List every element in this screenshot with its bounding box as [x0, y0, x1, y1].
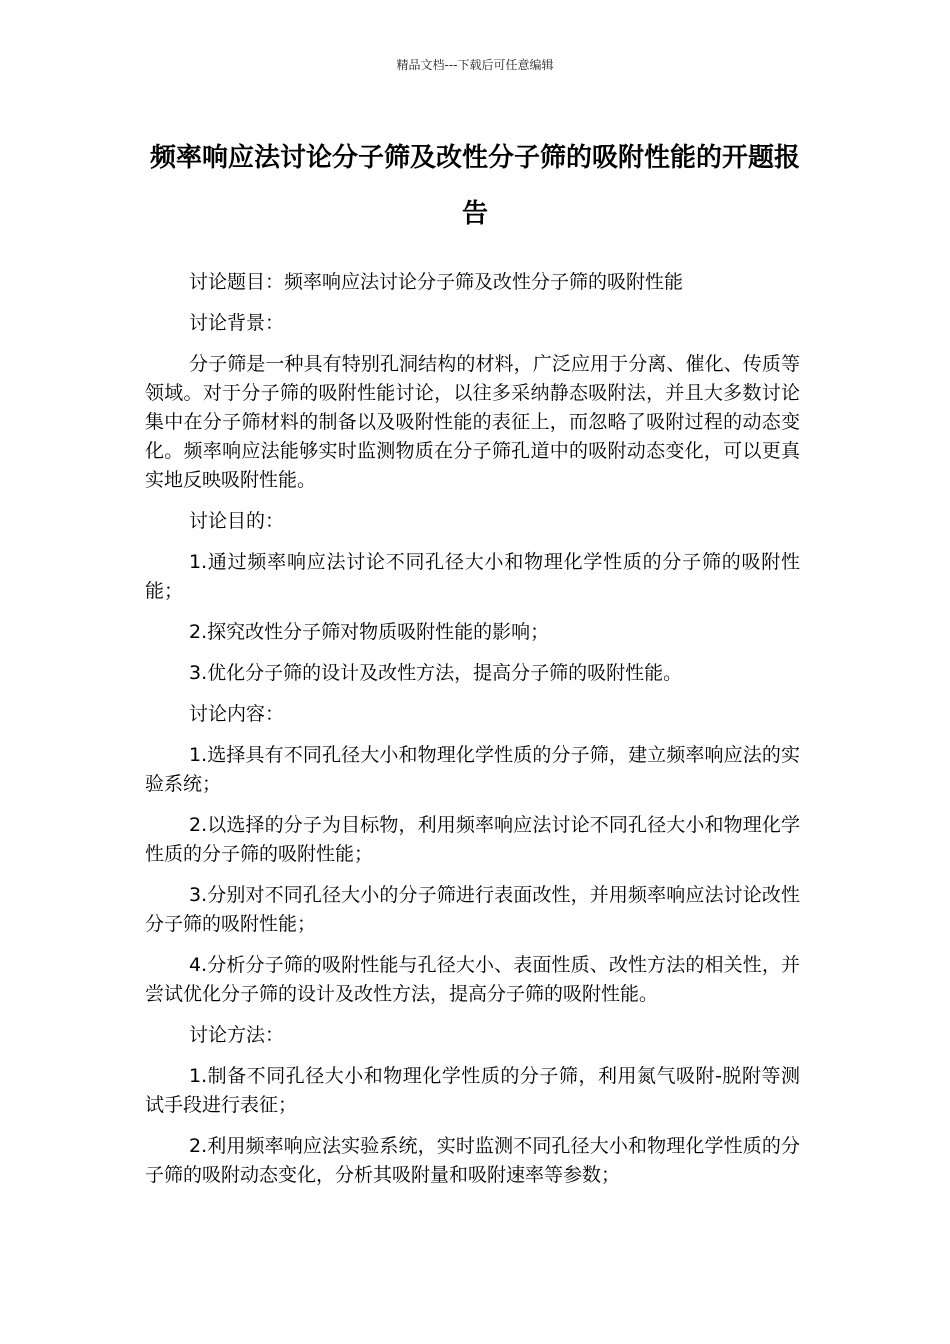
heading-background: 讨论背景：	[189, 312, 285, 334]
method-item-2: 2.利用频率响应法实验系统，实时监测不同孔径大小和物理化学性质的分子筛的吸附动态变化，分析其吸附量和吸附速率等参数；	[145, 1135, 800, 1186]
content-item-2: 2.以选择的分子为目标物，利用频率响应法讨论不同孔径大小和物理化学性质的分子筛的吸附性能；	[145, 814, 800, 865]
paragraph-background: 分子筛是一种具有特别孔洞结构的材料，广泛应用于分离、催化、传质等领域。对于分子筛的吸附性能讨论，以往多采纳静态吸附法，并且大多数讨论集中在分子筛材料的制备以及吸附性能的表征上，而忽略了吸附过程的动态变化。频率响应法能够实时监测物质在分子筛孔道中的吸附动态变化，可以更真实地反映吸附性能。	[145, 353, 800, 491]
content-item-4: 4.分析分子筛的吸附性能与孔径大小、表面性质、改性方法的相关性，并尝试优化分子筛的设计及改性方法，提高分子筛的吸附性能。	[145, 954, 800, 1005]
content-item-1: 1.选择具有不同孔径大小和物理化学性质的分子筛，建立频率响应法的实验系统；	[145, 744, 800, 795]
purpose-item-2: 2.探究改性分子筛对物质吸附性能的影响；	[189, 621, 550, 643]
content-item-3: 3.分别对不同孔径大小的分子筛进行表面改性，并用频率响应法讨论改性分子筛的吸附性能；	[145, 884, 800, 935]
paragraph-topic: 讨论题目：频率响应法讨论分子筛及改性分子筛的吸附性能	[189, 271, 684, 293]
purpose-item-3: 3.优化分子筛的设计及改性方法，提高分子筛的吸附性能。	[189, 662, 683, 684]
heading-purpose: 讨论目的：	[189, 510, 285, 532]
heading-content: 讨论内容：	[189, 703, 285, 725]
purpose-item-1: 1.通过频率响应法讨论不同孔径大小和物理化学性质的分子筛的吸附性能；	[145, 551, 800, 602]
method-item-1: 1.制备不同孔径大小和物理化学性质的分子筛，利用氮气吸附-脱附等测试手段进行表征；	[145, 1065, 800, 1116]
document-body	[145, 268, 800, 1202]
page-header-note: 精品文档---下载后可任意编辑	[396, 58, 554, 72]
document-title: 频率响应法讨论分子筛及改性分子筛的吸附性能的开题报告	[149, 143, 800, 229]
heading-method: 讨论方法：	[189, 1024, 285, 1046]
